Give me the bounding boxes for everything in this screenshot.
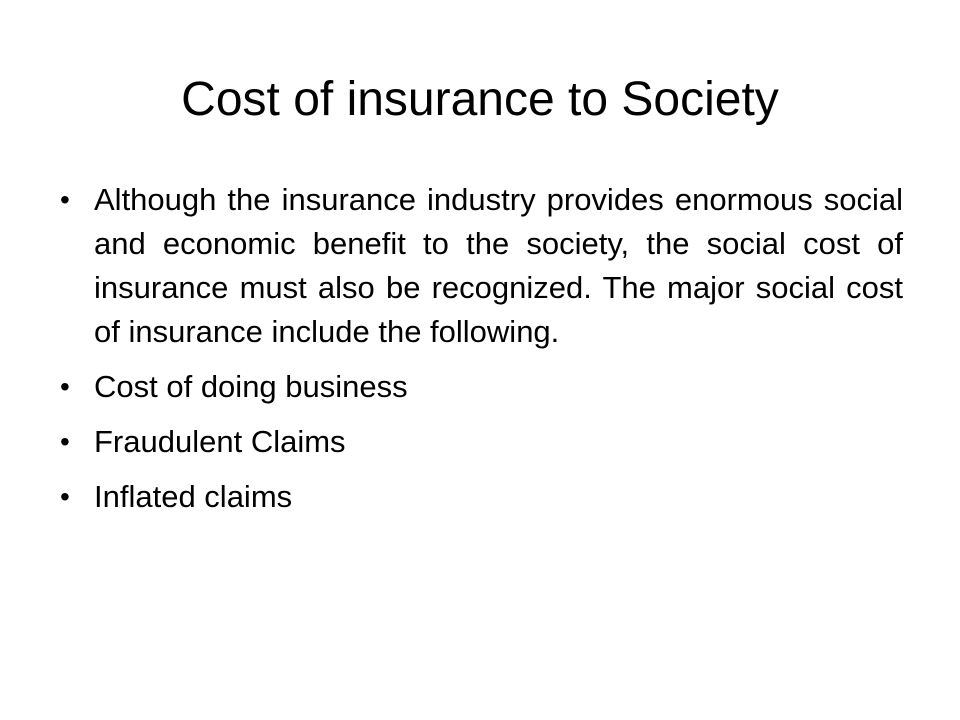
bullet-text: Although the insurance industry provides enormous social and economic benefit to the society, the social cost of insurance must also be recognized. The major social cost of insurance include the following.	[94, 182, 903, 349]
bullet-dot-icon: •	[60, 184, 70, 215]
bullet-text: Inflated claims	[94, 479, 293, 514]
bullet-item	[60, 365, 903, 409]
bullet-text: Fraudulent Claims	[94, 424, 346, 459]
bullet-dot-icon: •	[60, 371, 70, 402]
bullet-dot-icon: •	[60, 426, 70, 457]
bullet-item	[60, 420, 903, 464]
slide-title: Cost of insurance to Society	[181, 73, 779, 126]
bullet-dot-icon: •	[60, 481, 70, 512]
bullet-item	[60, 178, 903, 354]
bullet-item	[60, 475, 903, 519]
bullet-text: Cost of doing business	[94, 369, 408, 404]
bullet-list	[60, 178, 903, 530]
